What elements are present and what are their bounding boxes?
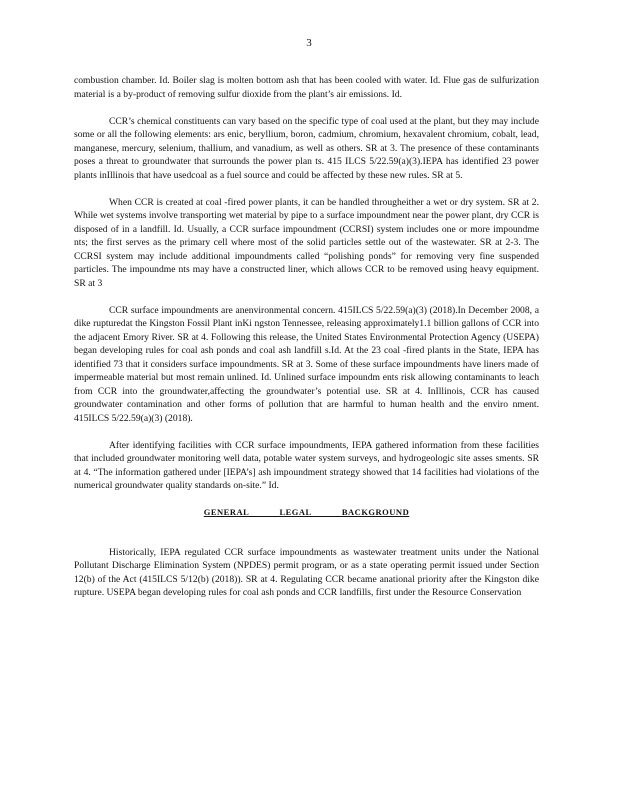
paragraph-historically: Historically, IEPA regulated CCR surface impoundments as wastewater treatment units under the National Pollutant Discharge Elimination System (NPDES) permit program, or as a state operating permit issued under Section 12(b) of the Act (415ILCS 5/12(b) (2018)). SR at 4. Regulating CCR became anational priority after the Kingston dike rupture. USEPA began developing rules for coal ash ponds and CCR landfills, first under the Resource Conservation bbox=[74, 546, 539, 598]
paragraph-ccr-handling: When CCR is created at coal -fired power plants, it can be handled througheither a wet or dry system. SR at 2. While wet systems involve transporting wet material by pipe to a surface impoundment near the power plant, dry CCR is disposed of in a landfill. Id. Usually, a CCR surface impoundment (CCRSI) system includes one or more impoundme nts; the first serves as the primary cell where most of the solid particles settle out of the wastewater. SR at 2-3. The CCRSI system may include additional impoundments called “polishing ponds” for removing very fine suspended particles. The impoundme nts may have a constructed liner, which allows CCR to be removed using heavy equipment. SR at 3 bbox=[74, 196, 539, 289]
page-number: 3 bbox=[306, 37, 312, 49]
paragraph-continued: combustion chamber. Id. Boiler slag is molten bottom ash that has been cooled with water. Id. Flue gas de sulfurization material is a by-product of removing sulfur dioxide from the plant’s air emissions. Id. bbox=[74, 75, 539, 100]
paragraph-impoundment-concern: CCR surface impoundments are anenvironmental concern. 415ILCS 5/22.59(a)(3) (2018).In December 2008, a dike rupturedat the Kingston Fossil Plant inKi ngston Tennessee, releasing approximately1.1 billion gallons of CCR into the adjacent Emory River. SR at 4. Following this release, the United States Environmental Protection Agency (USEPA) began developing rules for coal ash ponds and coal ash landfill s.Id. At the 23 coal -fired plants in the State, IEPA has identified 73 that it considers surface impoundments. SR at 3. Some of these surface impoundments have liners made of impermeable material but most remain unlined. Id. Unlined surface impoundm ents risk allowing contaminants to leach from CCR into the groundwater,affecting the groundwater’s potential use. SR at 4. InIllinois, CCR has caused groundwater contamination and other forms of pollution that are harmful to human health and the enviro nment. 415ILCS 5/22.59(a)(3) (2018). bbox=[74, 304, 539, 424]
paragraph-ccr-constituents: CCR’s chemical constituents can vary based on the specific type of coal used at the plant, but they may include some or all the following elements: ars enic, beryllium, boron, cadmium, chromium, hexavalent chromium, cobalt, lead, manganese, mercury, selenium, thallium, and vanadium, as well as others. SR at 3. The presence of these contaminants poses a threat to groundwater that surrounds the power plan ts. 415 ILCS 5/22.59(a)(3).IEPA has identified 23 power plants inIllinois that have usedcoal as a fuel source and could be affected by these new rules. SR at 5. bbox=[74, 115, 539, 181]
paragraph-iepa-information: After identifying facilities with CCR surface impoundments, IEPA gathered information from these facilities that included groundwater monitoring well data, potable water system surveys, and hydrogeologic site asses sments. SR at 4. “The information gathered under [IEPA’s] ash impoundment strategy showed that 14 facilities had violations of the numerical groundwater quality standards on-site.” Id. bbox=[74, 439, 539, 491]
section-heading: GENERAL LEGAL BACKGROUND bbox=[203, 507, 410, 517]
document-body bbox=[74, 74, 539, 613]
